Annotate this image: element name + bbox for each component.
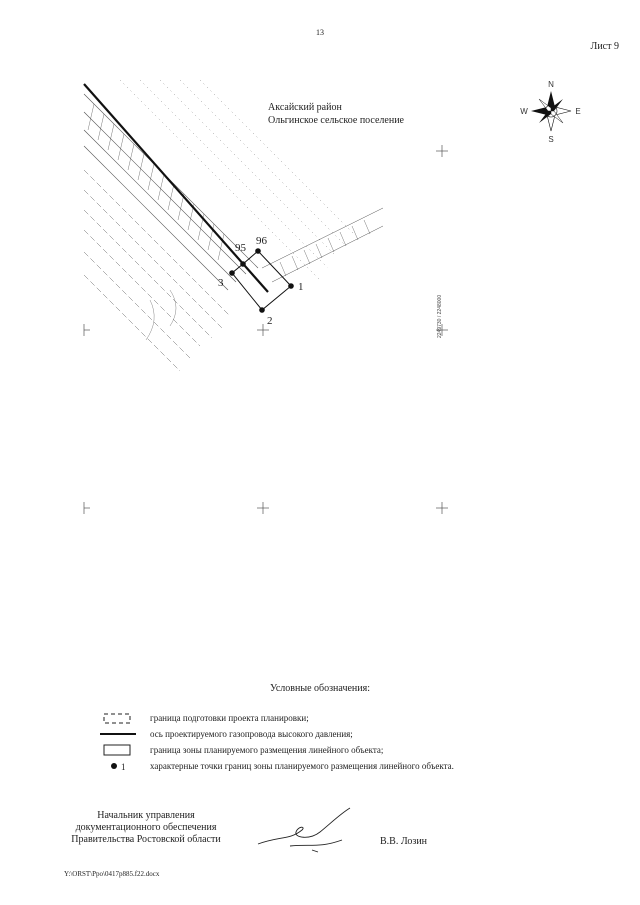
legend-item-characteristic-points: 1 характерные точки границ зоны планируемого размещения линейного объекта. <box>100 758 454 772</box>
grid-coordinate-label: 2249730 / 2248000 <box>437 294 443 338</box>
district-line-1: Аксайский район <box>268 102 342 113</box>
handwritten-signature <box>250 806 360 854</box>
signatory-name: В.В. Лозин <box>380 836 428 847</box>
label-2: 2 <box>267 315 273 327</box>
point-96 <box>255 248 261 254</box>
legend-item-pipeline-axis: ось проектируемого газопровода высокого давления; <box>100 726 353 740</box>
point-sample-label: 1 <box>121 761 126 772</box>
label-95: 95 <box>235 242 246 254</box>
label-1: 1 <box>298 281 304 293</box>
rectangle-symbol <box>100 744 136 756</box>
point-2 <box>259 307 265 313</box>
point-3 <box>229 270 235 276</box>
legend-title: Условные обозначения: <box>269 683 370 694</box>
label-96: 96 <box>256 235 267 247</box>
legend-item-project-boundary: граница подготовки проекта планировки; <box>100 710 309 724</box>
right-hatch-strip <box>262 208 383 282</box>
label-3: 3 <box>218 277 224 289</box>
compass-s: S <box>548 135 554 144</box>
compass-rose <box>520 80 580 144</box>
compass-n: N <box>548 80 554 89</box>
sheet-label: Лист 9 <box>590 41 619 52</box>
road-band <box>84 94 258 290</box>
point-symbol <box>100 760 136 772</box>
district-label <box>268 101 404 127</box>
thick-line-symbol <box>100 728 136 740</box>
point-1 <box>288 283 294 289</box>
district-line-2: Ольгинское сельское поселение <box>268 115 404 126</box>
pipeline-axis <box>84 84 268 292</box>
file-path-footer: Y:\ORST\Ppo\0417p885.f22.docx <box>64 870 160 878</box>
compass-w: W <box>520 107 528 116</box>
legend-item-zone-boundary: граница зоны планируемого размещения линейного объекта; <box>100 742 383 756</box>
point-95 <box>240 261 246 267</box>
dashed-box-symbol <box>100 712 136 724</box>
compass-e: E <box>575 107 581 116</box>
signatory-role: Начальник управления документационного обеспечения Правительства Ростовской области <box>71 810 221 845</box>
page-number: 13 <box>316 28 324 37</box>
